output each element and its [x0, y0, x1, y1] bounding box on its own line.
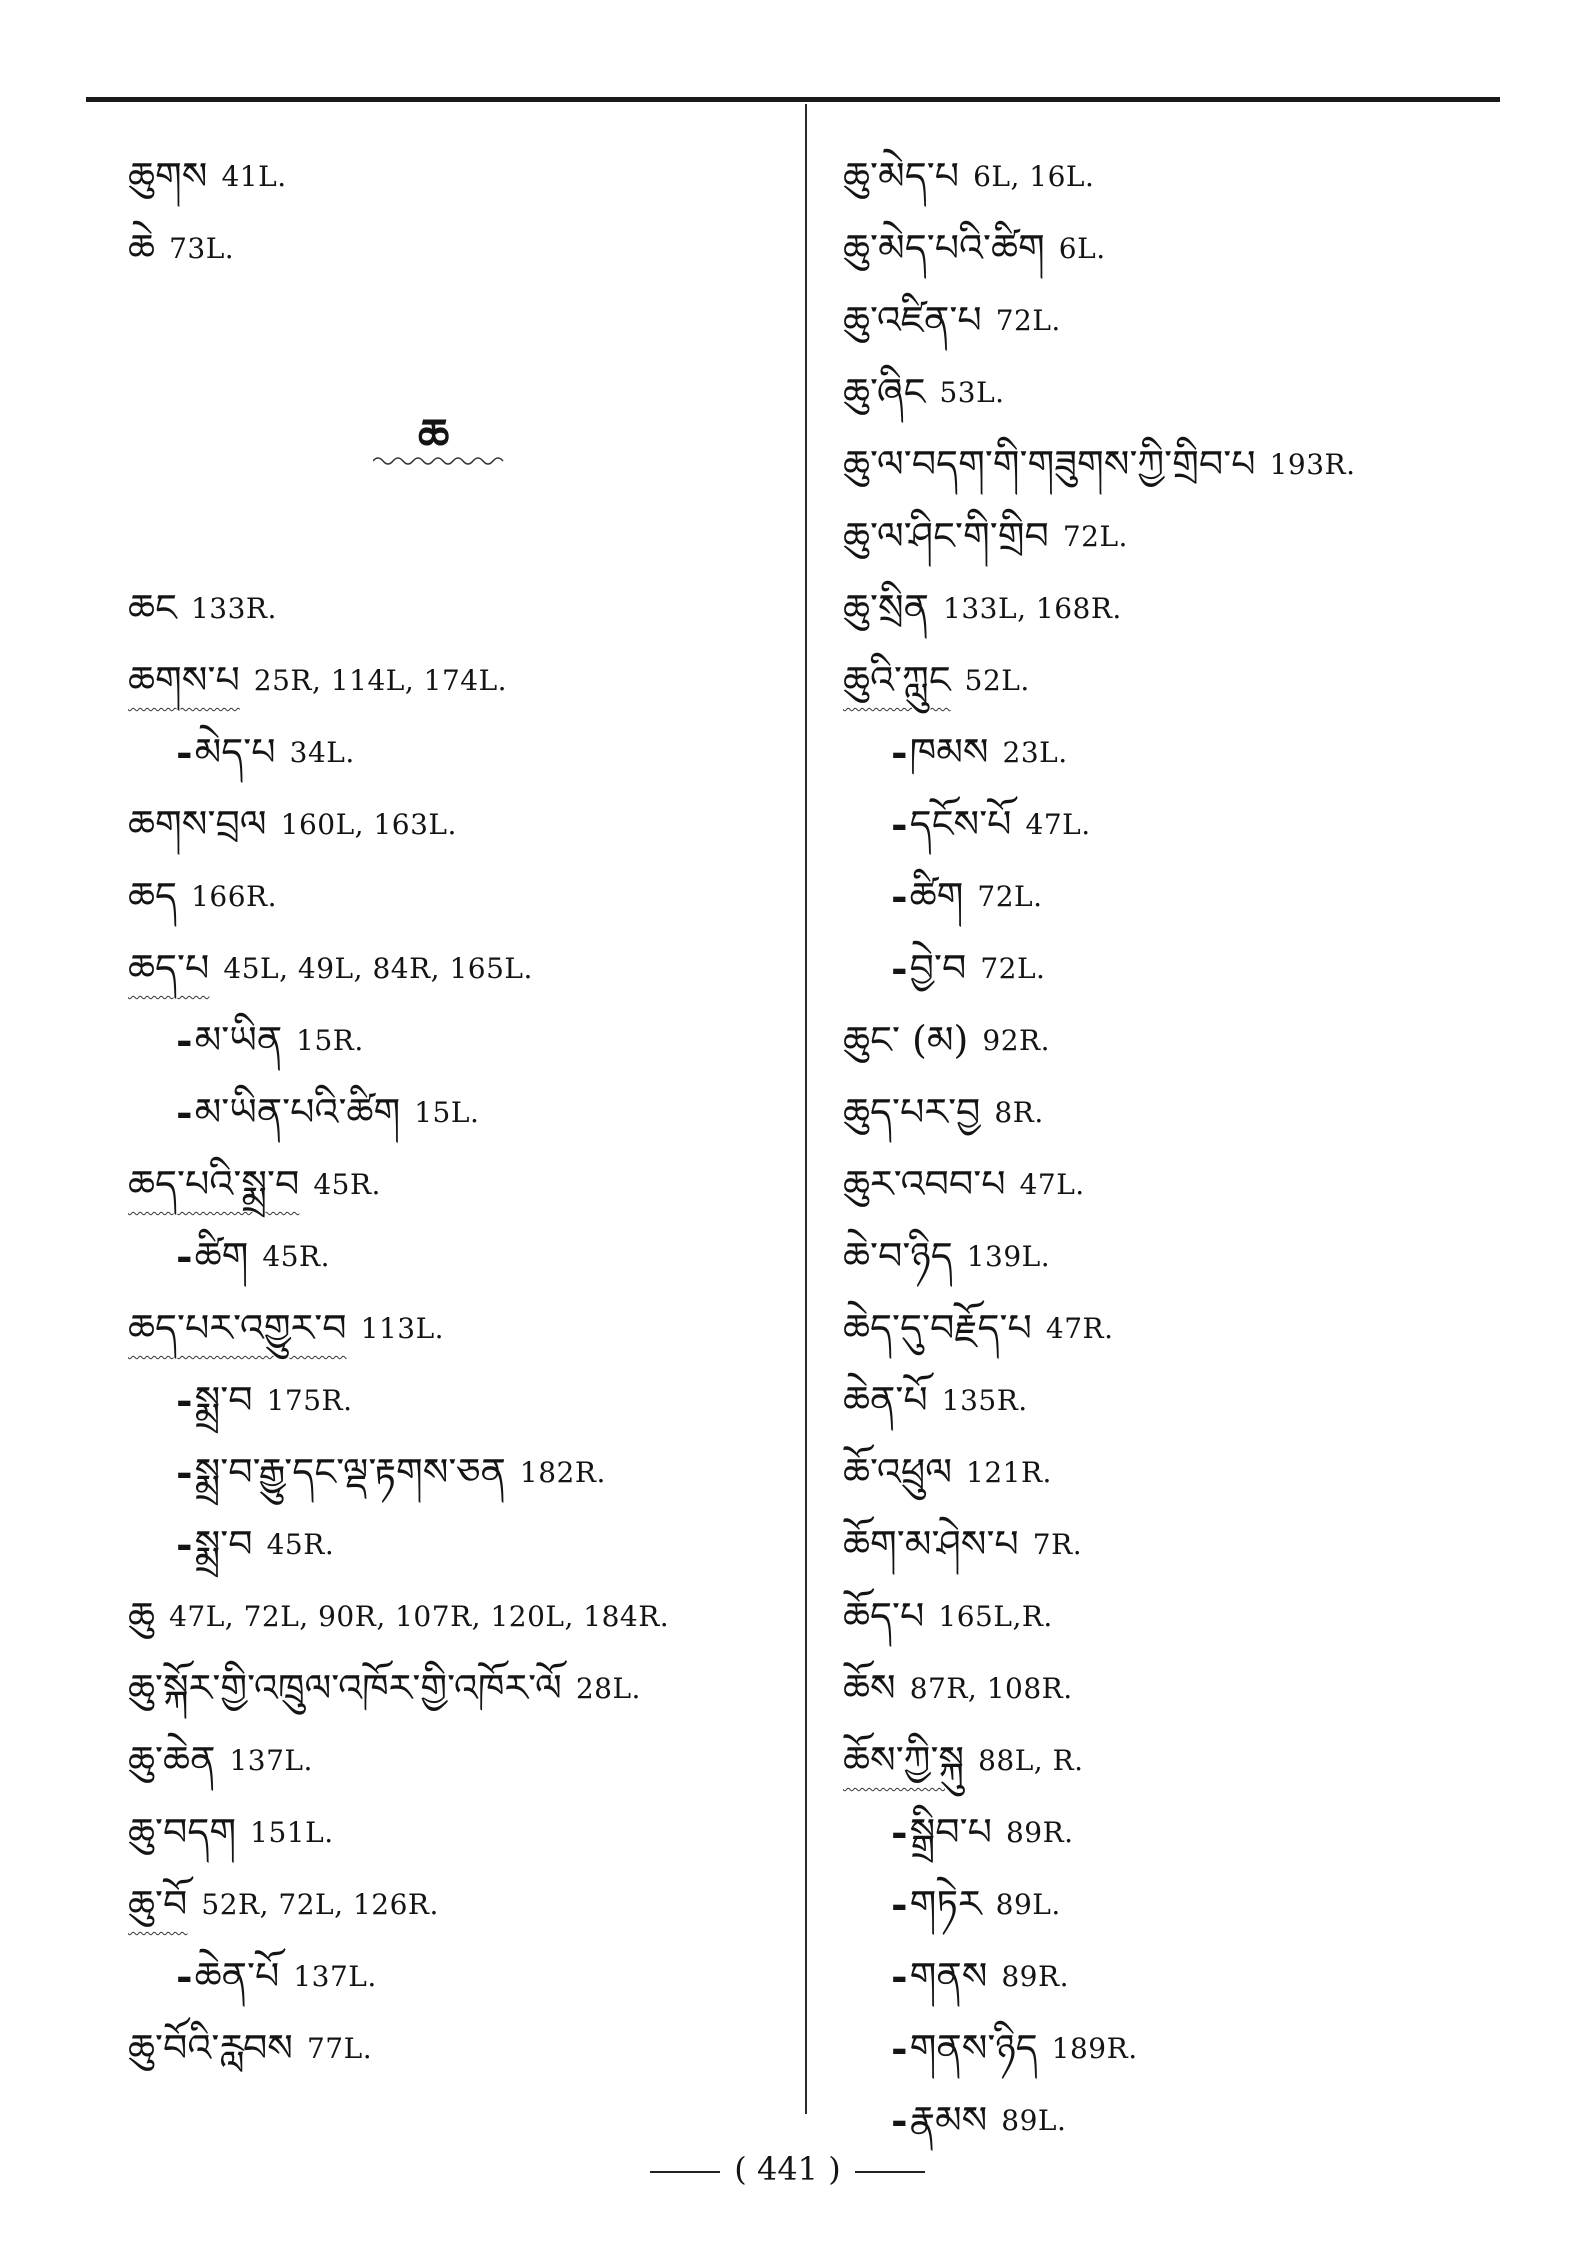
entry-page-refs: 89R.: [1005, 1815, 1074, 1849]
entry-term: སྒྲིབ་པ: [909, 1810, 992, 1854]
entry-term: ཆོད་པ: [843, 1594, 925, 1638]
left-column: [128, 140, 788, 2084]
sub-entry: [128, 1364, 788, 1436]
entry-term: ཆུ: [128, 1594, 156, 1638]
entry-page-refs: 72L.: [995, 303, 1061, 337]
entry-term: གཏེར: [909, 1882, 982, 1926]
entry-term: ཆེ: [128, 226, 156, 270]
entry-term: ཆུ་མེད་པའི་ཚིག: [843, 226, 1045, 270]
sub-entry: [843, 788, 1523, 860]
entry-term: ཆུད་པར་བྱ: [843, 1090, 981, 1134]
entry-page-refs: 89R.: [1001, 1959, 1069, 1993]
entry-page-refs: 182R.: [519, 1455, 606, 1489]
entry-term: ཁམས: [909, 730, 989, 774]
index-entry: [128, 1868, 788, 1940]
index-entry: [128, 644, 788, 716]
sub-entry-dash: -: [891, 2024, 908, 2072]
index-entry: [843, 428, 1523, 500]
entry-page-refs: 45R.: [313, 1167, 381, 1201]
sub-entry-dash: -: [176, 1088, 193, 1136]
index-entry: [128, 1652, 788, 1724]
index-entry: [843, 356, 1523, 428]
sub-entry-dash: -: [891, 872, 908, 920]
index-entry: [128, 1796, 788, 1868]
sub-entry: [128, 1940, 788, 2012]
entry-term: ཆེན་པོ: [843, 1378, 928, 1422]
entry-term: སྨྲ་བ: [194, 1522, 253, 1566]
sub-entry: [128, 1220, 788, 1292]
entry-term: ཆོག་མ་ཤེས་པ: [843, 1522, 1019, 1566]
sub-entry-dash: -: [891, 944, 908, 992]
index-entry: [843, 572, 1523, 644]
entry-page-refs: 175R.: [266, 1383, 353, 1417]
index-entry: [843, 1076, 1523, 1148]
sub-entry: [128, 1004, 788, 1076]
entry-page-refs: 135R.: [941, 1383, 1028, 1417]
sub-entry: [843, 932, 1523, 1004]
entry-page-refs: 47R.: [1045, 1311, 1114, 1345]
sub-entry-dash: -: [176, 728, 193, 776]
entry-term: སྨྲ་བ་རྒྱུ་དང་ལྡ་རྟགས་ཅན: [194, 1450, 506, 1494]
entry-term: ཆང: [128, 586, 177, 630]
entry-page-refs: 34L.: [289, 735, 355, 769]
sub-entry: [128, 1508, 788, 1580]
sub-entry-dash: -: [891, 728, 908, 776]
entry-page-refs: 133R.: [190, 591, 277, 625]
entry-page-refs: 72L.: [1062, 519, 1128, 553]
entry-page-refs: 88L, R.: [978, 1743, 1084, 1777]
entry-term: ཚིག: [194, 1234, 249, 1278]
index-entry: [843, 1724, 1523, 1796]
entry-page-refs: 52R, 72L, 126R.: [201, 1887, 439, 1921]
entry-term: ཆོ་འཕྲུལ: [843, 1450, 953, 1494]
entry-page-refs: 189R.: [1051, 2031, 1138, 2065]
entry-page-refs: 193R.: [1269, 447, 1356, 481]
sub-entry: [843, 2084, 1523, 2156]
entry-page-refs: 139L.: [966, 1239, 1051, 1273]
sub-entry: [843, 716, 1523, 788]
index-entry: [843, 140, 1523, 212]
entry-term: ཆུ་སྐོར་གྱི་འཁྲུལ་འཁོར་གྱི་འཁོར་ལོ: [128, 1666, 562, 1710]
entry-term: ཆུའི་ཀླུང: [843, 658, 951, 702]
entry-page-refs: 133L, 168R.: [943, 591, 1122, 625]
entry-term: ཆད་པའི་སྨྲ་བ: [128, 1162, 300, 1206]
index-entry: [843, 1652, 1523, 1724]
entry-page-refs: 53L.: [939, 375, 1005, 409]
entry-page-refs: 72L.: [977, 879, 1043, 913]
sub-entry: [128, 1436, 788, 1508]
index-entry: [128, 932, 788, 1004]
entry-page-refs: 45R.: [266, 1527, 335, 1561]
entry-term: ཆགས་བྲལ: [128, 802, 267, 846]
entry-term: བྱེ་བ: [909, 946, 967, 990]
entry-page-refs: 6L, 16L.: [973, 159, 1095, 193]
footer-rule-left: [650, 2171, 720, 2173]
entry-page-refs: 137L.: [229, 1743, 313, 1777]
index-entry: [843, 1220, 1523, 1292]
entry-term: མེད་པ: [194, 730, 276, 774]
entry-page-refs: 15L.: [414, 1095, 480, 1129]
entry-term: ཚིག: [909, 874, 964, 918]
index-entry: [128, 572, 788, 644]
entry-page-refs: 47L.: [1019, 1167, 1085, 1201]
top-rule: [86, 97, 1500, 102]
entry-term: ཆུང་ (མ): [843, 1018, 969, 1062]
entry-term: ཆུགས: [128, 154, 208, 198]
sub-entry-dash: -: [176, 1952, 193, 2000]
sub-entry: [843, 1868, 1523, 1940]
entry-page-refs: 47L.: [1025, 807, 1091, 841]
entry-page-refs: 77L.: [306, 2031, 373, 2065]
entry-page-refs: 87R, 108R.: [909, 1671, 1073, 1705]
index-entry: [843, 284, 1523, 356]
index-entry: [128, 860, 788, 932]
sub-entry-dash: -: [176, 1520, 193, 1568]
sub-entry: [843, 2012, 1523, 2084]
right-column: [843, 140, 1523, 2156]
index-entry: [128, 1580, 788, 1652]
entry-term: ཆུར་འབབ་པ: [843, 1162, 1006, 1206]
index-entry: [843, 1580, 1523, 1652]
entry-page-refs: 7R.: [1032, 1527, 1083, 1561]
section-header: [128, 356, 788, 572]
entry-page-refs: 45R.: [262, 1239, 331, 1273]
entry-term: ཆད: [128, 874, 178, 918]
index-entry: [843, 1004, 1523, 1076]
index-entry: [843, 500, 1523, 572]
sub-entry-dash: -: [891, 2096, 908, 2144]
entry-page-refs: 121R.: [966, 1455, 1052, 1489]
entry-page-refs: 89L.: [1001, 2103, 1067, 2137]
entry-term: རྣམས: [909, 2098, 988, 2142]
entry-term: ཆེན་པོ: [194, 1954, 280, 1998]
sub-entry-dash: -: [891, 1880, 908, 1928]
sub-entry: [128, 1076, 788, 1148]
entry-page-refs: 89L.: [995, 1887, 1061, 1921]
entry-term: སྨྲ་བ: [194, 1378, 253, 1422]
index-entry: [128, 1148, 788, 1220]
sub-entry: [843, 1940, 1523, 2012]
entry-page-refs: 137L.: [293, 1959, 377, 1993]
index-entry: [128, 788, 788, 860]
sub-entry-dash: -: [891, 1808, 908, 1856]
entry-term: ཆུ་ལ་ཤིང་གི་གྲིབ: [843, 514, 1049, 558]
index-entry: [128, 140, 788, 212]
entry-term: དངོས་པོ: [909, 802, 1012, 846]
index-entry: [843, 1364, 1523, 1436]
entry-term: ཆོས: [843, 1666, 896, 1710]
column-divider: [805, 104, 807, 2114]
entry-term: ཆུ་སྲིན: [843, 586, 930, 630]
entry-term: ཆུ་མེད་པ: [843, 154, 960, 198]
entry-term: ཆུ་བོའི་རླབས: [128, 2026, 293, 2070]
entry-page-refs: 92R.: [982, 1023, 1050, 1057]
index-entry: [128, 2012, 788, 2084]
entry-term: ཆོས་ཀྱི་སྐུ: [843, 1738, 965, 1782]
entry-term: ཆེ་བ་ཉིད: [843, 1234, 953, 1278]
index-entry: [843, 1292, 1523, 1364]
sub-entry-dash: -: [176, 1376, 193, 1424]
entry-term: ཆུ་ལ་བདག་གི་གཟུགས་ཀྱི་གྲིབ་པ: [843, 442, 1256, 486]
section-wave-underline: [373, 454, 508, 468]
index-entry: [128, 1724, 788, 1796]
entry-term: ཆུ་བདག: [128, 1810, 237, 1854]
sub-entry-dash: -: [176, 1232, 193, 1280]
entry-page-refs: 113L.: [360, 1311, 445, 1345]
page-number: ( 441 ): [734, 2150, 841, 2188]
page-footer: [0, 2150, 1575, 2188]
entry-page-refs: 47L, 72L, 90R, 107R, 120L, 184R.: [169, 1599, 670, 1633]
entry-page-refs: 45L, 49L, 84R, 165L.: [223, 951, 533, 985]
entry-page-refs: 160L, 163L.: [280, 807, 457, 841]
index-entry: [843, 212, 1523, 284]
entry-term: ཆད་པ: [128, 946, 210, 990]
entry-term: ཆུ་འཛིན་པ: [843, 298, 982, 342]
entry-page-refs: 25R, 114L, 174L.: [253, 663, 508, 697]
sub-entry-dash: -: [176, 1016, 193, 1064]
footer-rule-right: [855, 2171, 925, 2173]
entry-term: གནས་ཉིད: [909, 2026, 1038, 2070]
sub-entry: [128, 716, 788, 788]
entry-term: ཆད་པར་འགྱུར་བ: [128, 1306, 347, 1350]
entry-page-refs: 8R.: [994, 1095, 1044, 1129]
entry-page-refs: 166R.: [191, 879, 277, 913]
sub-entry: [843, 1796, 1523, 1868]
entry-term: ཆུ་བོ: [128, 1882, 188, 1926]
index-entry: [843, 1148, 1523, 1220]
sub-entry-dash: -: [176, 1448, 193, 1496]
entry-term: མ་ཡིན: [194, 1018, 283, 1062]
entry-page-refs: 28L.: [575, 1671, 641, 1705]
index-entry: [128, 1292, 788, 1364]
entry-page-refs: 15R.: [296, 1023, 364, 1057]
entry-page-refs: 151L.: [250, 1815, 334, 1849]
entry-term: ཆུ་ཆེན: [128, 1738, 216, 1782]
entry-page-refs: 72L.: [980, 951, 1046, 985]
index-entry: [128, 212, 788, 284]
entry-term: ཆུ་ཞིང: [843, 370, 926, 414]
entry-page-refs: 41L.: [221, 159, 287, 193]
sub-entry: [843, 860, 1523, 932]
index-entry: [843, 1436, 1523, 1508]
index-entry: [843, 644, 1523, 716]
index-entry: [843, 1508, 1523, 1580]
entry-page-refs: 165L,R.: [938, 1599, 1053, 1633]
entry-page-refs: 6L.: [1058, 231, 1106, 265]
entry-term: གནས: [909, 1954, 988, 1998]
sub-entry-dash: -: [891, 800, 908, 848]
entry-term: ཆགས་པ: [128, 658, 240, 702]
entry-term: མ་ཡིན་པའི་ཚིག: [194, 1090, 401, 1134]
entry-term: ཆེད་དུ་བརྗོད་པ: [843, 1306, 1032, 1350]
entry-page-refs: 23L.: [1002, 735, 1068, 769]
entry-page-refs: 73L.: [169, 231, 235, 265]
section-heading: ཆ: [418, 410, 450, 461]
entry-page-refs: 52L.: [964, 663, 1030, 697]
sub-entry-dash: -: [891, 1952, 908, 2000]
